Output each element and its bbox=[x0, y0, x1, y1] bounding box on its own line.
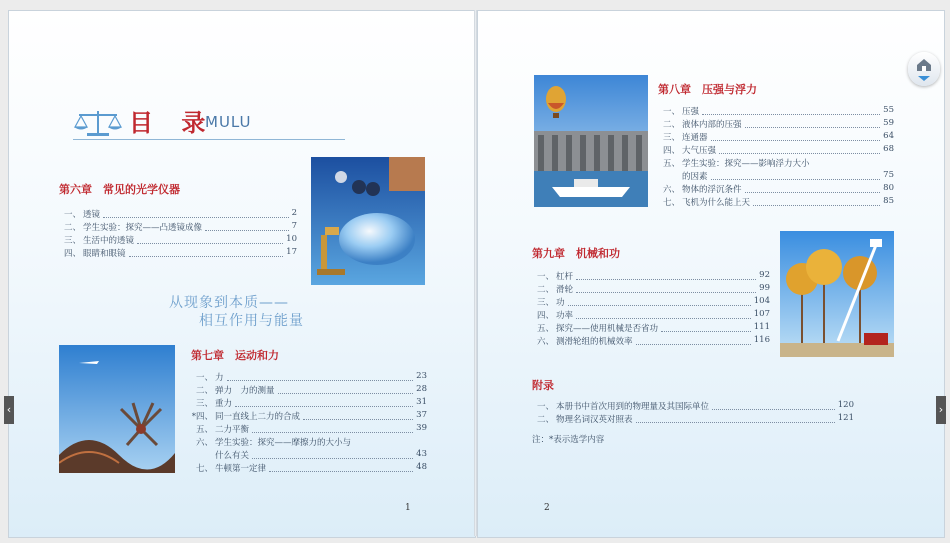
chapter6-heading[interactable]: 第六章 常见的光学仪器 bbox=[59, 183, 180, 196]
toc-entry[interactable] bbox=[658, 118, 894, 131]
toc-entry[interactable] bbox=[532, 413, 854, 426]
toc-entry-number: 四、 bbox=[662, 146, 680, 156]
toc-entry-title: 同一直线上二力的合成 bbox=[215, 412, 301, 422]
toc-entry-number: 六、 bbox=[536, 337, 554, 347]
toc-entry[interactable] bbox=[658, 144, 894, 157]
toc-leader-dots bbox=[636, 422, 835, 423]
toc-entry-title: 生活中的透镜 bbox=[83, 236, 135, 246]
toc-title-cn: 目 录 bbox=[129, 108, 216, 137]
toc-leader-dots bbox=[719, 153, 880, 154]
toc-entry[interactable] bbox=[532, 296, 770, 309]
toc-leader-dots bbox=[129, 256, 283, 257]
toc-entry-number: 六、 bbox=[195, 438, 213, 448]
left-page bbox=[8, 10, 476, 538]
toc-entry[interactable] bbox=[532, 270, 770, 283]
toc-leader-dots bbox=[711, 179, 880, 180]
ferris-wheel-photo bbox=[59, 345, 175, 473]
home-icon bbox=[908, 52, 940, 86]
toc-entry-number: 七、 bbox=[195, 464, 213, 474]
title-divider bbox=[73, 139, 345, 140]
toc-entry-number: 一、 bbox=[536, 272, 554, 282]
toc-entry[interactable] bbox=[658, 196, 894, 209]
toc-title-en: MULU bbox=[205, 113, 252, 131]
toc-entry-title: 学生实验：探究——摩擦力的大小与 bbox=[215, 438, 352, 448]
toc-leader-dots bbox=[712, 409, 835, 410]
toc-entry-title: 测滑轮组的机械效率 bbox=[556, 337, 633, 347]
toc-entry-page: 2 bbox=[291, 208, 297, 218]
toc-entry-page: 59 bbox=[883, 118, 894, 128]
toc-entry-title: 什么有关 bbox=[215, 451, 250, 461]
toc-leader-dots bbox=[576, 292, 756, 293]
toc-entry-title: 眼睛和眼镜 bbox=[83, 249, 126, 259]
toc-leader-dots bbox=[745, 192, 880, 193]
left-page-number: 1 bbox=[405, 503, 411, 513]
toc-entry[interactable] bbox=[59, 221, 297, 234]
toc-entry-number: 二、 bbox=[63, 223, 81, 233]
crane-trees-photo bbox=[780, 231, 894, 357]
toc-leader-dots bbox=[278, 393, 413, 394]
toc-entry-title: 学生实验：探究——凸透镜成像 bbox=[83, 223, 203, 233]
toc-entry-page: 39 bbox=[416, 423, 427, 433]
toc-leader-dots bbox=[103, 217, 289, 218]
toc-entry-number: *四、 bbox=[191, 412, 213, 422]
toc-entry[interactable] bbox=[191, 397, 427, 410]
chapter7-heading[interactable]: 第七章 运动和力 bbox=[191, 349, 279, 362]
right-page-number: 2 bbox=[544, 503, 550, 513]
toc-leader-dots bbox=[636, 344, 751, 345]
toc-entry-number: 五、 bbox=[662, 159, 680, 169]
toc-entry-title: 重力 bbox=[215, 399, 233, 409]
toc-entry-title: 探究——使用机械是否省功 bbox=[556, 324, 659, 334]
toc-entry[interactable] bbox=[191, 371, 427, 384]
toc-entry-title: 飞机为什么能上天 bbox=[682, 198, 751, 208]
toc-entry[interactable] bbox=[532, 309, 770, 322]
toc-entry-number: 二、 bbox=[662, 120, 680, 130]
toc-leader-dots bbox=[303, 419, 413, 420]
toc-leader-dots bbox=[252, 458, 413, 459]
toc-entry-title: 物理名词汉英对照表 bbox=[556, 415, 633, 425]
toc-entry-page: 120 bbox=[837, 400, 854, 410]
toc-leader-dots bbox=[576, 279, 756, 280]
toc-entry-number: 四、 bbox=[63, 249, 81, 259]
toc-leader-dots bbox=[711, 140, 880, 141]
toc-leader-dots bbox=[205, 230, 289, 231]
toc-entry-number: 二、 bbox=[195, 386, 213, 396]
toc-entry-title: 力 bbox=[215, 373, 224, 383]
dam-and-ship-photo bbox=[534, 75, 648, 207]
toc-leader-dots bbox=[745, 127, 880, 128]
toc-entry-page: 92 bbox=[759, 270, 770, 280]
toc-entry[interactable] bbox=[59, 208, 297, 221]
toc-entry-number: 一、 bbox=[195, 373, 213, 383]
next-page-button[interactable]: › bbox=[936, 396, 946, 424]
toc-entry[interactable] bbox=[532, 322, 770, 335]
toc-entry-page: 37 bbox=[416, 410, 427, 420]
toc-entry-page: 64 bbox=[883, 131, 894, 141]
section-slogan-line2: 相互作用与能量 bbox=[199, 313, 304, 329]
toc-leader-dots bbox=[753, 205, 880, 206]
toc-entry[interactable] bbox=[658, 170, 894, 183]
toc-entry-page: 23 bbox=[416, 371, 427, 381]
toc-entry-title: 牛顿第一定律 bbox=[215, 464, 267, 474]
section-slogan-line1: 从现象到本质—— bbox=[169, 295, 289, 311]
toc-entry-title: 学生实验：探究——影响浮力大小 bbox=[682, 159, 810, 169]
chapter6-toc bbox=[59, 208, 297, 260]
toc-entry-title: 弹力 力的测量 bbox=[215, 386, 275, 396]
toc-entry-page: 55 bbox=[883, 105, 894, 115]
toc-leader-dots bbox=[661, 331, 751, 332]
toc-entry-page: 121 bbox=[837, 413, 854, 423]
toc-entry-number: 三、 bbox=[63, 236, 81, 246]
toc-entry-number: 七、 bbox=[662, 198, 680, 208]
toc-entry-number: 一、 bbox=[63, 210, 81, 220]
toc-entry-number: 一、 bbox=[536, 402, 554, 412]
optics-instruments-photo bbox=[311, 157, 425, 285]
toc-leader-dots bbox=[568, 305, 751, 306]
toc-entry-title: 功率 bbox=[556, 311, 574, 321]
toc-entry-number: 三、 bbox=[536, 298, 554, 308]
toc-entry-number: 三、 bbox=[195, 399, 213, 409]
toc-entry-page: 43 bbox=[416, 449, 427, 459]
toc-entry-number: 四、 bbox=[536, 311, 554, 321]
toc-entry-page: 85 bbox=[883, 196, 894, 206]
toc-entry-page: 10 bbox=[286, 234, 297, 244]
toc-entry[interactable] bbox=[191, 462, 427, 475]
toc-entry-page: 116 bbox=[753, 335, 770, 345]
toc-entry[interactable] bbox=[59, 247, 297, 260]
toc-entry[interactable] bbox=[191, 436, 427, 449]
toc-entry[interactable] bbox=[191, 449, 427, 462]
toc-entry-page: 17 bbox=[286, 247, 297, 257]
toc-leader-dots bbox=[702, 114, 880, 115]
toc-entry-page: 7 bbox=[291, 221, 297, 231]
toc-entry-title: 大气压强 bbox=[682, 146, 717, 156]
home-button[interactable] bbox=[908, 52, 940, 86]
toc-title bbox=[73, 103, 345, 143]
toc-leader-dots bbox=[235, 406, 413, 407]
prev-page-button[interactable]: ‹ bbox=[4, 396, 14, 424]
optional-content-note: 注：*表示选学内容 bbox=[532, 435, 605, 445]
toc-entry[interactable] bbox=[532, 283, 770, 296]
toc-entry-page: 80 bbox=[883, 183, 894, 193]
toc-entry-number: 六、 bbox=[662, 185, 680, 195]
toc-entry[interactable] bbox=[658, 131, 894, 144]
toc-entry[interactable] bbox=[59, 234, 297, 247]
toc-entry-title: 连通器 bbox=[682, 133, 708, 143]
toc-entry-page: 48 bbox=[416, 462, 427, 472]
chapter7-toc bbox=[191, 371, 427, 475]
toc-entry-title: 杠杆 bbox=[556, 272, 574, 282]
chapter9-heading[interactable]: 第九章 机械和功 bbox=[532, 247, 620, 260]
toc-entry-title: 压强 bbox=[682, 107, 700, 117]
chapter9-toc bbox=[532, 270, 770, 348]
toc-leader-dots bbox=[252, 432, 413, 433]
toc-entry-title: 本册书中首次用到的物理量及其国际单位 bbox=[556, 402, 710, 412]
toc-entry[interactable] bbox=[658, 183, 894, 196]
chapter8-heading[interactable]: 第八章 压强与浮力 bbox=[658, 83, 757, 96]
toc-entry-page: 111 bbox=[753, 322, 770, 332]
toc-entry-title: 功 bbox=[556, 298, 565, 308]
toc-entry[interactable] bbox=[191, 410, 427, 423]
toc-entry-page: 75 bbox=[883, 170, 894, 180]
toc-entry-page: 104 bbox=[753, 296, 770, 306]
chapter8-toc bbox=[658, 105, 894, 209]
toc-entry-number: 二、 bbox=[536, 285, 554, 295]
appendix-heading[interactable]: 附录 bbox=[532, 379, 554, 392]
toc-entry-title: 物体的浮沉条件 bbox=[682, 185, 742, 195]
toc-entry[interactable] bbox=[191, 423, 427, 436]
toc-entry-title: 滑轮 bbox=[556, 285, 574, 295]
toc-entry[interactable] bbox=[658, 157, 894, 170]
toc-entry-page: 68 bbox=[883, 144, 894, 154]
toc-entry[interactable] bbox=[658, 105, 894, 118]
toc-entry[interactable] bbox=[191, 384, 427, 397]
toc-entry-title: 液体内部的压强 bbox=[682, 120, 742, 130]
toc-entry-page: 28 bbox=[416, 384, 427, 394]
toc-leader-dots bbox=[227, 380, 413, 381]
toc-entry-number: 五、 bbox=[536, 324, 554, 334]
toc-leader-dots bbox=[269, 471, 413, 472]
toc-entry-number: 二、 bbox=[536, 415, 554, 425]
toc-leader-dots bbox=[576, 318, 751, 319]
toc-entry-page: 107 bbox=[753, 309, 770, 319]
toc-entry-title: 的因素 bbox=[682, 172, 708, 182]
right-page bbox=[477, 10, 945, 538]
toc-entry-page: 31 bbox=[416, 397, 427, 407]
toc-entry-number: 一、 bbox=[662, 107, 680, 117]
appendix-toc bbox=[532, 400, 854, 426]
toc-entry[interactable] bbox=[532, 335, 770, 348]
toc-entry-number: 五、 bbox=[195, 425, 213, 435]
toc-entry-title: 透镜 bbox=[83, 210, 101, 220]
balance-scale-icon bbox=[73, 107, 123, 137]
toc-entry[interactable] bbox=[532, 400, 854, 413]
toc-entry-page: 99 bbox=[759, 283, 770, 293]
toc-entry-number: 三、 bbox=[662, 133, 680, 143]
toc-leader-dots bbox=[137, 243, 283, 244]
toc-entry-title: 二力平衡 bbox=[215, 425, 250, 435]
